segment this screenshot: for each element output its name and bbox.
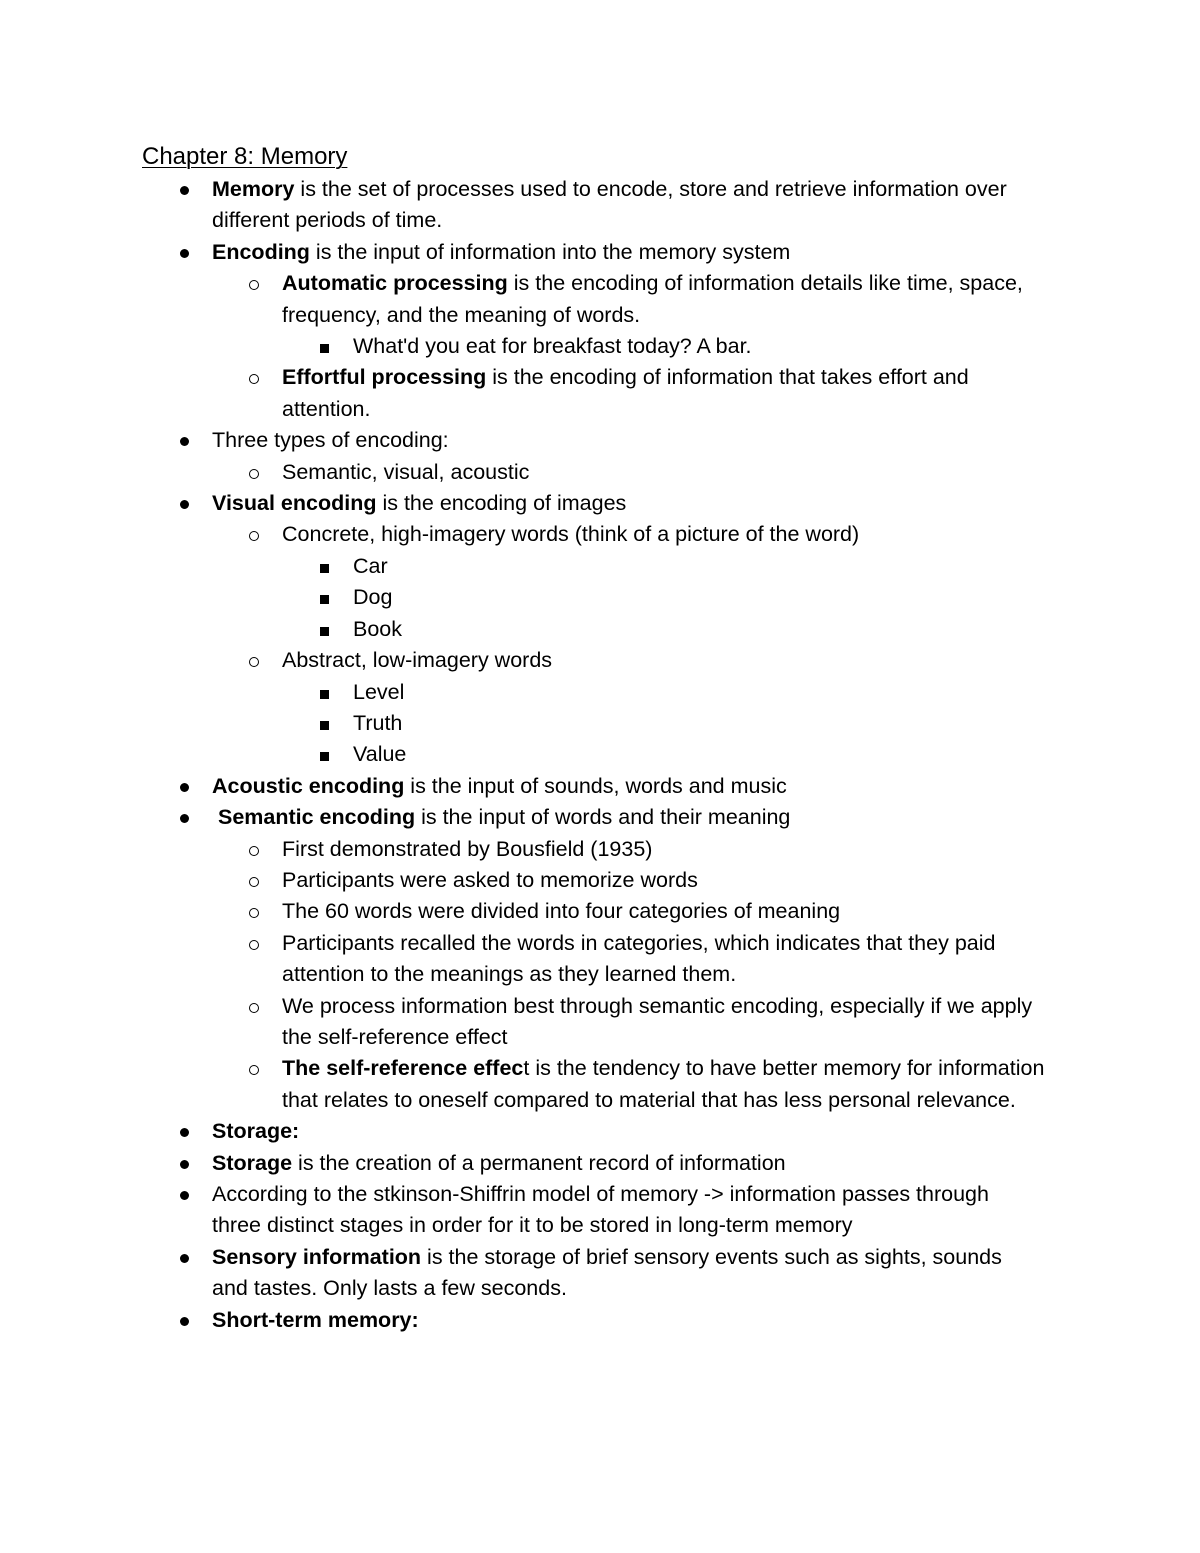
bullet-square-icon [320, 721, 329, 730]
bullet-disc-icon [180, 1128, 189, 1137]
item-text: is the input of words and their meaning [415, 805, 791, 830]
bullet-square-icon [320, 595, 329, 604]
bullet-square-icon [320, 752, 329, 761]
item-text: Book [353, 616, 403, 641]
bullet-disc-icon [180, 437, 189, 446]
bullet-disc-icon [180, 814, 189, 823]
list-item [0, 519, 1052, 550]
item-text: is the encoding of images [376, 491, 627, 516]
list-item [0, 582, 1053, 613]
bullet-disc-icon [180, 186, 189, 195]
list-item [0, 1053, 1052, 1116]
list-item [0, 425, 1042, 456]
list-item [0, 1148, 1042, 1179]
bullet-square-icon [320, 627, 329, 636]
item-text: Dog [353, 585, 393, 610]
bullet-disc-icon [180, 783, 189, 792]
item-text: The 60 words were divided into four categories of meaning [282, 899, 841, 924]
item-text: Value [353, 742, 407, 767]
item-text: is the input of information into the memory system [309, 239, 791, 264]
term: Storage: [212, 1119, 300, 1144]
bullet-square-icon [320, 690, 329, 699]
item-text: is the storage of brief sensory events such as sights, sounds and tastes. Only lasts a few seconds. [212, 1244, 1008, 1301]
list-item [0, 331, 1053, 362]
bullet-circle-icon [249, 908, 259, 918]
item-text: is the input of sounds, words and music [404, 773, 787, 798]
list-item [0, 865, 1052, 896]
item-text: is the encoding of information details like time, space, frequency, and the meaning of words. [282, 271, 1029, 327]
item-text: Car [353, 553, 388, 578]
bullet-circle-icon [249, 374, 259, 384]
list-item [0, 1116, 1042, 1147]
list-item [0, 896, 1052, 927]
bullet-disc-icon [180, 1254, 189, 1263]
item-text: Semantic, visual, acoustic [282, 459, 530, 484]
bullet-disc-icon [180, 1191, 189, 1200]
list-item [0, 802, 1042, 833]
list-item [0, 771, 1042, 802]
bullet-disc-icon [180, 1160, 189, 1169]
list-item [0, 1305, 1042, 1336]
item-text: Participants recalled the words in categories, which indicates that they paid attention to the meanings as they learned them. [282, 930, 1002, 987]
term: Memory [212, 177, 295, 201]
term: Automatic processing [282, 271, 508, 296]
item-text: Three types of encoding: [212, 428, 449, 453]
item-text: Level [353, 679, 405, 704]
item-text: Participants were asked to memorize words [282, 867, 698, 892]
item-text: is the encoding of information that takes effort and attention. [282, 365, 975, 421]
item-text: Abstract, low-imagery words [282, 648, 553, 673]
list-item [0, 1242, 1042, 1305]
list-item [0, 1179, 1042, 1242]
bullet-circle-icon [249, 1003, 259, 1013]
item-text: We process information best through semantic encoding, especially if we apply the self-reference effect [282, 993, 1039, 1049]
bullet-disc-icon [180, 500, 189, 509]
list-item [0, 834, 1052, 865]
item-text: Truth [353, 710, 403, 735]
list-item [0, 928, 1052, 991]
item-text: is the creation of a permanent record of information [292, 1150, 786, 1175]
term: Visual encoding [212, 491, 377, 516]
term: The self-reference effec [282, 1056, 524, 1081]
list-item [0, 488, 1042, 519]
list-item [0, 362, 1052, 425]
bullet-circle-icon [249, 1065, 259, 1075]
bullet-square-icon [320, 344, 329, 353]
term: Effortful processing [282, 365, 487, 390]
bullet-square-icon [320, 564, 329, 573]
list-item [0, 677, 1053, 708]
item-text: t is the tendency to have better memory for information that relates to oneself compared to material that has less personal relevance. [282, 1056, 1051, 1112]
list-item [0, 645, 1052, 676]
list-item [0, 457, 1052, 488]
list-item [0, 551, 1053, 582]
bullet-circle-icon [249, 280, 259, 290]
term: Acoustic encoding [212, 773, 405, 798]
bullet-circle-icon [249, 940, 259, 950]
item-text: Concrete, high-imagery words (think of a picture of the word) [282, 522, 860, 547]
bullet-disc-icon [180, 1317, 189, 1326]
list-item [0, 739, 1053, 770]
item-text: According to the stkinson-Shiffrin model of memory -> information passes through three distinct stages in order for it to be stored in long-term memory [212, 1182, 995, 1238]
list-item [0, 614, 1053, 645]
bullet-circle-icon [249, 469, 259, 479]
term: Semantic encoding [212, 805, 416, 830]
bullet-disc-icon [180, 249, 189, 258]
bullet-circle-icon [249, 531, 259, 541]
item-text: is the set of processes used to encode, store and retrieve information over different periods of time. [212, 177, 1013, 233]
page-title: Chapter 8: Memory [142, 143, 348, 170]
item-text: First demonstrated by Bousfield (1935) [282, 836, 653, 861]
bullet-circle-icon [249, 877, 259, 887]
list-item [0, 237, 1042, 268]
term: Short-term memory: [212, 1307, 419, 1332]
term: Encoding [212, 239, 310, 264]
bullet-circle-icon [249, 846, 259, 856]
notes-list [0, 174, 1200, 1336]
list-item [0, 991, 1052, 1054]
list-item [0, 268, 1052, 331]
list-item [0, 174, 1042, 237]
bullet-circle-icon [249, 657, 259, 667]
list-item [0, 708, 1053, 739]
item-text: What'd you eat for breakfast today? A bar. [353, 334, 752, 359]
term: Storage [212, 1150, 293, 1175]
term: Sensory information [212, 1244, 422, 1269]
